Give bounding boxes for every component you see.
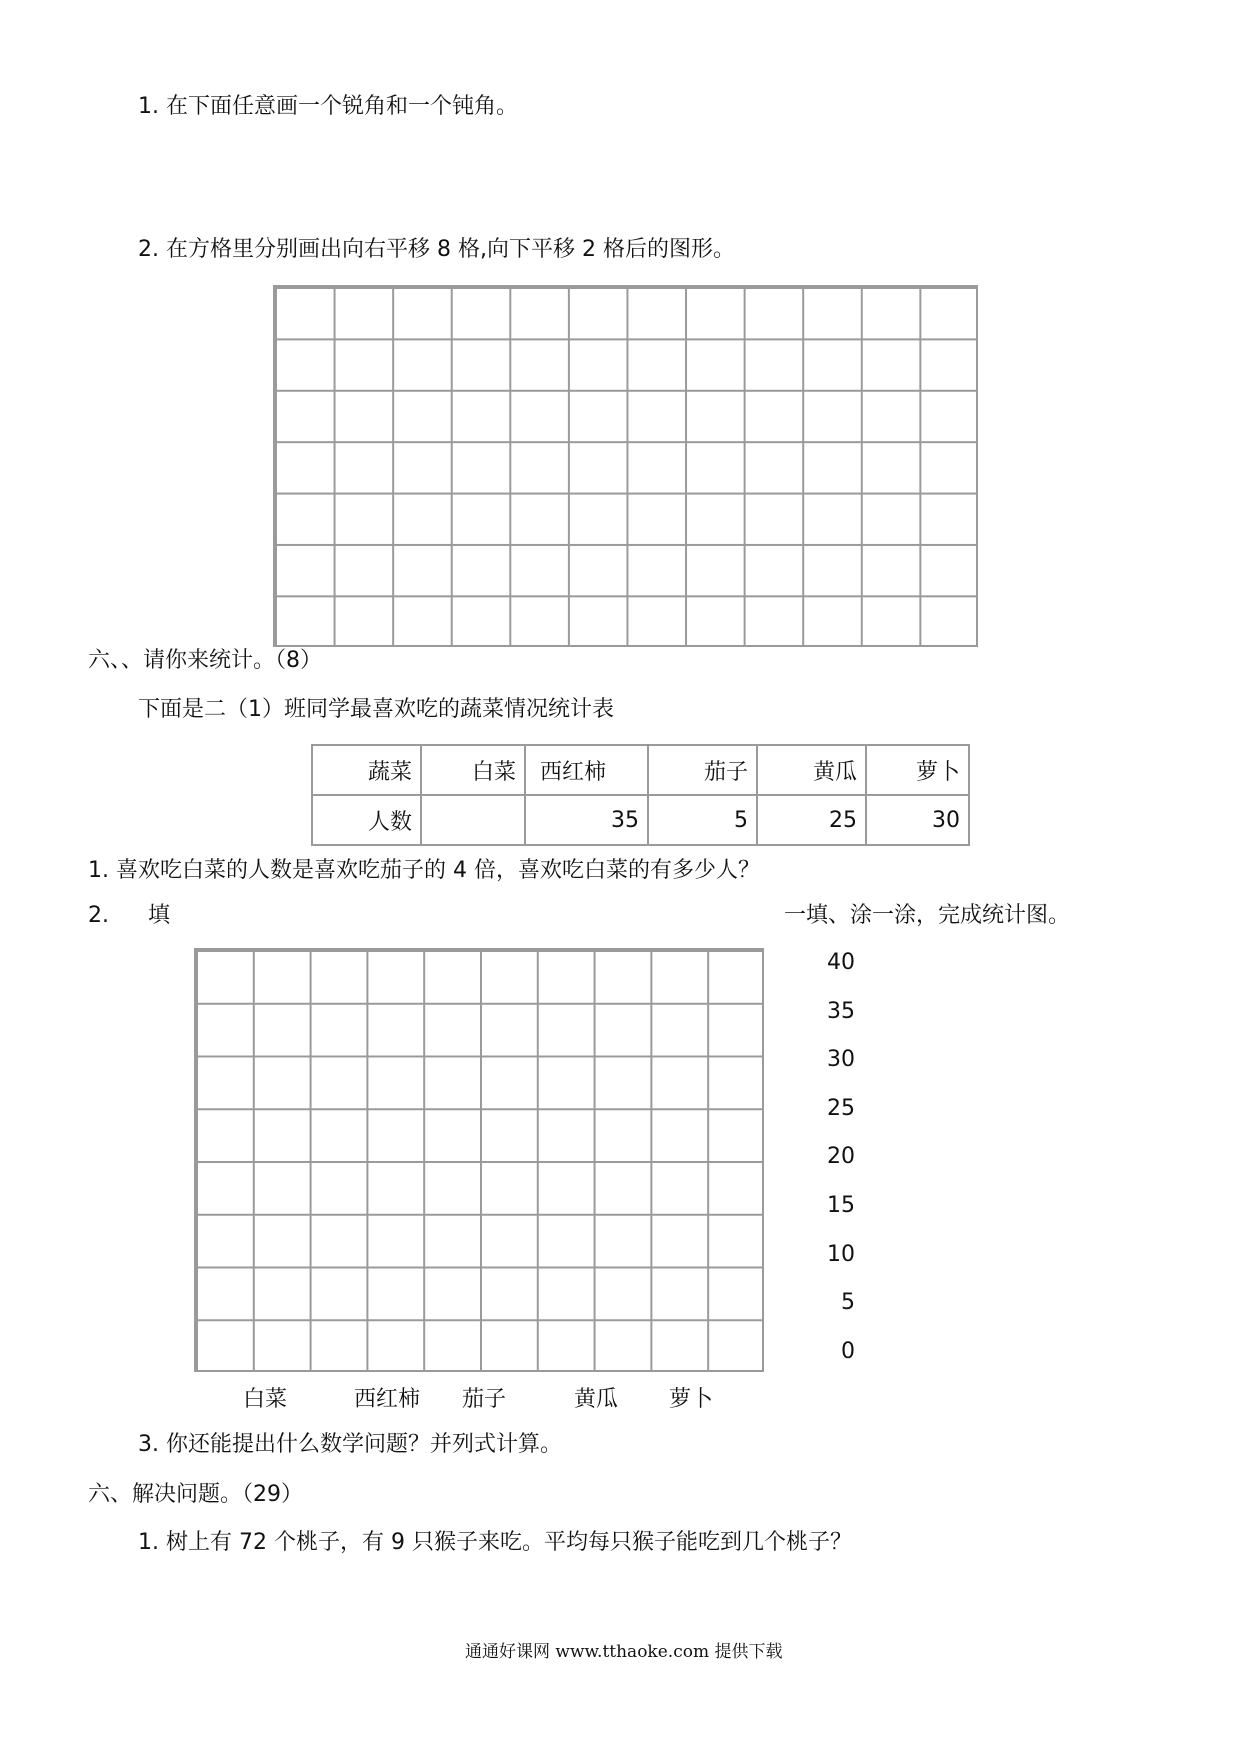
footer-source: 通通好课网 www.tthaoke.com 提供下载 xyxy=(465,1642,783,1662)
table-cell: 5 xyxy=(648,795,757,845)
table-cell xyxy=(421,795,525,845)
x-category-label: 萝卜 xyxy=(669,1387,714,1412)
table-cell: 黄瓜 xyxy=(757,745,866,795)
y-tick-label: 25 xyxy=(827,1095,855,1121)
y-tick-label: 20 xyxy=(827,1144,855,1170)
stat-question-3: 3. 你还能提出什么数学问题？并列式计算。 xyxy=(138,1432,562,1457)
table-cell: 人数 xyxy=(312,795,421,845)
table-cell: 25 xyxy=(757,795,866,845)
x-category-label: 西红柿 xyxy=(354,1387,421,1412)
table-cell: 35 xyxy=(525,795,648,845)
table-cell: 萝卜 xyxy=(866,745,969,795)
stat-question-2-number: 2. xyxy=(88,903,109,928)
vegetable-table xyxy=(311,744,970,846)
stat-question-2-part2: 一填、涂一涂，完成统计图。 xyxy=(784,903,1071,928)
stat-question-1: 1. 喜欢吃白菜的人数是喜欢吃茄子的 4 倍，喜欢吃白菜的有多少人？ xyxy=(88,858,760,883)
question-2-translate-shape: 2. 在方格里分别画出向右平移 8 格,向下平移 2 格后的图形。 xyxy=(138,237,735,262)
bar-chart-grid xyxy=(194,948,764,1372)
y-tick-label: 0 xyxy=(841,1338,855,1364)
x-category-label: 白菜 xyxy=(243,1387,288,1412)
table-cell: 30 xyxy=(866,795,969,845)
y-tick-label: 15 xyxy=(827,1193,855,1218)
translation-grid xyxy=(273,285,978,647)
table-row xyxy=(312,745,969,795)
x-category-label: 茄子 xyxy=(462,1387,507,1412)
table-cell: 蔬菜 xyxy=(312,745,421,795)
section-heading-problems: 六、解决问题。（29） xyxy=(88,1482,303,1507)
y-tick-label: 40 xyxy=(827,950,855,975)
stat-question-2-part1: 填 xyxy=(148,903,171,928)
table-cell: 白菜 xyxy=(421,745,525,795)
y-tick-label: 30 xyxy=(827,1047,855,1073)
y-tick-label: 10 xyxy=(827,1241,855,1267)
y-tick-label: 5 xyxy=(841,1290,855,1316)
problem-question-1: 1. 树上有 72 个桃子，有 9 只猴子来吃。平均每只猴子能吃到几个桃子？ xyxy=(138,1530,852,1555)
table-cell: 西红柿 xyxy=(525,745,648,795)
table-row xyxy=(312,795,969,845)
section-heading-statistics: 六、、请你来统计。（8） xyxy=(88,648,322,673)
question-1-draw-angles: 1. 在下面任意画一个锐角和一个钝角。 xyxy=(138,94,518,119)
x-category-label: 黄瓜 xyxy=(574,1387,619,1412)
statistics-intro: 下面是二（1）班同学最喜欢吃的蔬菜情况统计表 xyxy=(138,697,614,722)
table-cell: 茄子 xyxy=(648,745,757,795)
y-tick-label: 35 xyxy=(827,998,855,1024)
